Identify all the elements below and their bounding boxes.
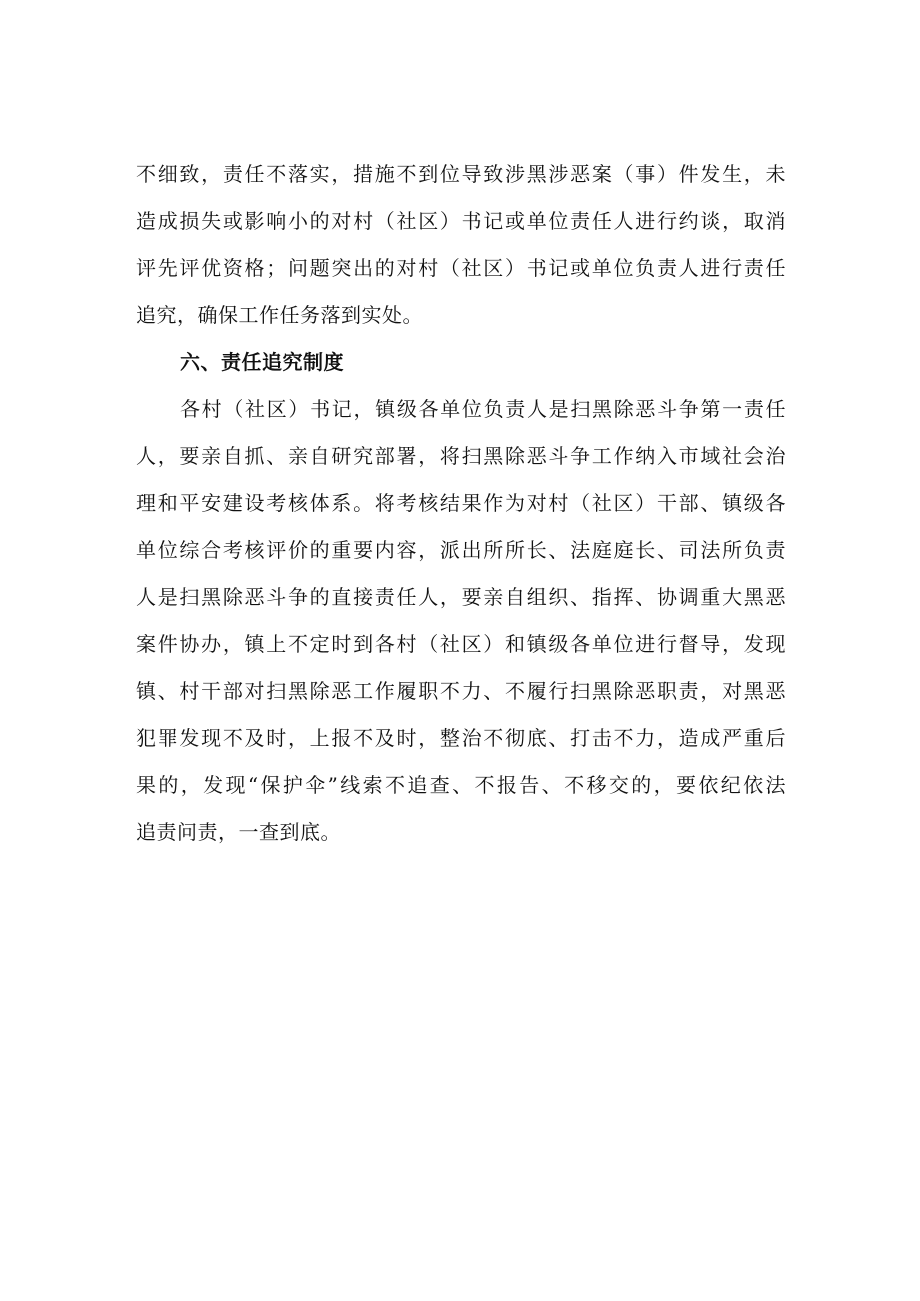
paragraph-line: 人，要亲自抓、亲自研究部署，将扫黑除恶斗争工作纳入市域社会治	[136, 444, 786, 468]
paragraph-line: 各村（社区）书记，镇级各单位负责人是扫黑除恶斗争第一责任	[180, 397, 786, 421]
paragraph-line: 单位综合考核评价的重要内容，派出所所长、法庭庭长、司法所负责	[136, 538, 786, 562]
paragraph-line: 镇、村干部对扫黑除恶工作履职不力、不履行扫黑除恶职责，对黑恶	[136, 679, 786, 703]
paragraph-line: 不细致，责任不落实，措施不到位导致涉黑涉恶案（事）件发生，未	[136, 162, 786, 186]
paragraph-line: 造成损失或影响小的对村（社区）书记或单位责任人进行约谈，取消	[136, 209, 786, 233]
paragraph-line: 人是扫黑除恶斗争的直接责任人，要亲自组织、指挥、协调重大黑恶	[136, 585, 786, 609]
paragraph-line: 追究，确保工作任务落到实处。	[136, 303, 423, 327]
paragraph-line: 犯罪发现不及时，上报不及时，整治不彻底、打击不力，造成严重后	[136, 726, 786, 750]
paragraph-line: 果的，发现“保护伞”线索不追查、不报告、不移交的，要依纪依法	[136, 773, 786, 797]
document-body	[136, 156, 786, 861]
paragraph-line: 理和平安建设考核体系。将考核结果作为对村（社区）干部、镇级各	[136, 491, 786, 515]
paragraph-line: 评先评优资格；问题突出的对村（社区）书记或单位负责人进行责任	[136, 256, 786, 280]
paragraph-responsibility-implementation	[136, 156, 786, 333]
section-heading: 六、责任追究制度	[180, 350, 344, 374]
paragraph-line: 案件协办，镇上不定时到各村（社区）和镇级各单位进行督导，发现	[136, 632, 786, 656]
paragraph-line: 追责问责，一查到底。	[136, 820, 341, 844]
paragraph-accountability-system	[136, 391, 786, 850]
